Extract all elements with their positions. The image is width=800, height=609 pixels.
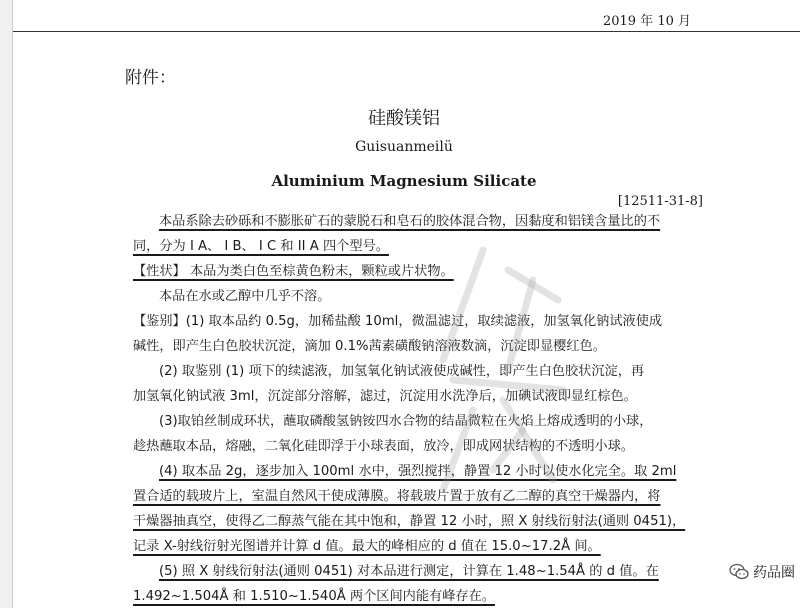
- wechat-icon: [729, 563, 749, 581]
- body-line: (5) 照 X 射线衍射法(通则 0451) 对本品进行测定，计算在 1.48~1.54Å 的 d 值。在: [159, 564, 659, 579]
- body-line: (2) 取鉴别 (1) 项下的续滤液，加氢氧化钠试液使成碱性，即产生白色胶状沉淀，再: [159, 364, 645, 379]
- title-chinese: 硅酸镁铝: [368, 108, 440, 129]
- attachment-label: 附件：: [125, 68, 176, 88]
- body-line: 置合适的载玻片上，室温自然风干使成薄膜。将载玻片置于放有乙二醇的真空干燥器内，将: [133, 489, 661, 504]
- title-english: Aluminium Magnesium Silicate: [271, 172, 537, 190]
- badge-text: 药品圈: [753, 565, 795, 581]
- body-line: (3)取铂丝制成环状，蘸取磷酸氢钠铵四水合物的结晶微粒在火焰上熔成透明的小球，: [159, 414, 653, 429]
- body-line: 1.492~1.504Å 和 1.510~1.540Å 两个区间内能有峰存在。: [133, 589, 495, 604]
- body-line: 加氢氧化钠试液 3ml，沉淀部分溶解，滤过，沉淀用水洗净后，加碘试液即显红棕色。: [133, 389, 637, 404]
- document-page: [12, 0, 800, 608]
- header-date: 2019 年 10 月: [602, 14, 691, 29]
- monograph-body: [133, 209, 688, 609]
- body-line: 同，分为 I A、 I B、 I C 和 II A 四个型号。: [133, 239, 389, 254]
- title-pinyin: Guisuanmeilü: [355, 139, 453, 155]
- body-line: 【鉴别】(1) 取本品约 0.5g，加稀盐酸 10ml，微温滤过，取续滤液，加氢氧化钠试液使成: [133, 314, 663, 329]
- body-line: 记录 X-射线衍射光图谱并计算 d 值。最大的峰相应的 d 值在 15.0~17.2Å 间。: [133, 539, 601, 554]
- cas-number: [12511-31-8]: [617, 194, 703, 209]
- source-badge: [725, 560, 799, 584]
- body-line: 趁热蘸取本品，熔融，二氧化硅即浮于小球表面，放冷，即成网状结构的不透明小球。: [133, 439, 635, 454]
- header-rule: [13, 31, 800, 32]
- body-line: 碱性，即产生白色胶状沉淀，滴加 0.1%茜素磺酸钠溶液数滴，沉淀即显樱红色。: [133, 339, 606, 354]
- body-line: 干燥器抽真空，使得乙二醇蒸气能在其中饱和，静置 12 小时，照 X 射线衍射法(通则 0451)，: [133, 514, 686, 529]
- body-line: 本品在水或乙醇中几乎不溶。: [159, 289, 331, 304]
- body-line: 本品系除去砂砾和不膨胀矿石的蒙脱石和皂石的胶体混合物，因黏度和铝镁含量比的不: [159, 214, 661, 229]
- body-line: (4) 取本品 2g，逐步加入 100ml 水中，强烈搅拌，静置 12 小时以使水化完全。取 2ml: [159, 464, 677, 479]
- body-line: 【性状】 本品为类白色至棕黄色粉末，颗粒或片状物。: [133, 264, 454, 279]
